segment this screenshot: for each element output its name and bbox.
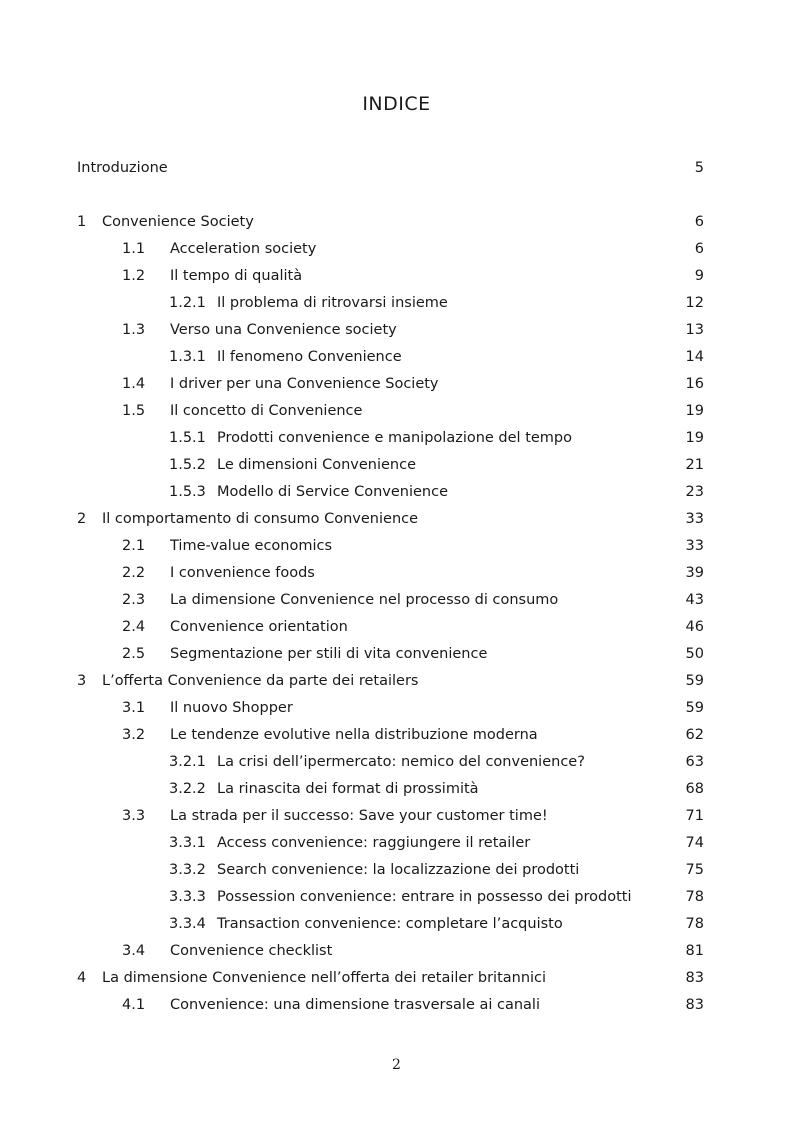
- toc-entry: [0, 671, 793, 691]
- toc-entry-label: Segmentazione per stili di vita convenience: [170, 646, 488, 662]
- toc-entry-page: 33: [685, 538, 704, 554]
- toc-entry-number: 1: [77, 214, 87, 230]
- toc-entry-page: 6: [694, 214, 704, 230]
- toc-entry: [0, 212, 793, 232]
- toc-entry-number: 1.2: [122, 268, 146, 284]
- toc-entry-label: La rinascita dei format di prossimità: [217, 781, 479, 797]
- toc-entry: [0, 644, 793, 664]
- toc-entry: [0, 266, 793, 286]
- toc-entry-page: 16: [685, 376, 704, 392]
- toc-entry: [0, 428, 793, 448]
- toc-entry-label: Il problema di ritrovarsi insieme: [217, 295, 448, 311]
- page-number: 2: [392, 1057, 401, 1073]
- toc-entry-page: 81: [685, 943, 704, 959]
- toc-entry-page: 63: [685, 754, 704, 770]
- toc-entry-number: 3.3.4: [169, 916, 206, 932]
- toc-entry-label: La crisi dell’ipermercato: nemico del convenience?: [217, 754, 585, 770]
- toc-entry-page: 78: [685, 916, 704, 932]
- toc-entry-number: 3.3: [122, 808, 146, 824]
- toc-entry-number: 1.3.1: [169, 349, 206, 365]
- toc-entry-page: 21: [685, 457, 704, 473]
- toc-entry: [0, 995, 793, 1015]
- toc-entry-number: 1.5.2: [169, 457, 206, 473]
- toc-entry-page: 78: [685, 889, 704, 905]
- toc-entry-page: 12: [685, 295, 704, 311]
- toc-entry-label: Transaction convenience: completare l’acquisto: [217, 916, 563, 932]
- toc-entry: [0, 158, 793, 178]
- toc-entry: [0, 482, 793, 502]
- toc-entry: [0, 725, 793, 745]
- toc-entry-number: 3.3.1: [169, 835, 206, 851]
- toc-entry-number: 3: [77, 673, 87, 689]
- toc-entry-label: Il nuovo Shopper: [170, 700, 293, 716]
- toc-entry-label: I convenience foods: [170, 565, 315, 581]
- toc-entry: [0, 536, 793, 556]
- toc-entry-page: 68: [685, 781, 704, 797]
- toc-entry: [0, 239, 793, 259]
- page-title: INDICE: [362, 93, 431, 115]
- toc-entry-number: 2.2: [122, 565, 146, 581]
- toc-entry-label: L’offerta Convenience da parte dei retailers: [102, 673, 419, 689]
- toc-entry: [0, 347, 793, 367]
- toc-entry-page: 39: [685, 565, 704, 581]
- toc-entry-label: Prodotti convenience e manipolazione del tempo: [217, 430, 573, 446]
- toc-entry-number: 1.3: [122, 322, 146, 338]
- toc-entry-page: 83: [685, 970, 704, 986]
- toc-entry-number: 3.4: [122, 943, 146, 959]
- toc-entry-number: 3.1: [122, 700, 146, 716]
- toc-entry-label: Introduzione: [77, 160, 168, 176]
- toc-entry-page: 14: [685, 349, 704, 365]
- toc-entry-label: Verso una Convenience society: [170, 322, 397, 338]
- toc-entry-number: 1.5: [122, 403, 146, 419]
- toc-entry-label: Il comportamento di consumo Convenience: [102, 511, 419, 527]
- toc-entry-label: Access convenience: raggiungere il retailer: [217, 835, 531, 851]
- toc-entry-label: Time-value economics: [170, 538, 333, 554]
- toc-entry: [0, 293, 793, 313]
- toc-entry-page: 71: [685, 808, 704, 824]
- toc-entry-label: Il concetto di Convenience: [170, 403, 363, 419]
- toc-entry-page: 59: [685, 673, 704, 689]
- toc-entry-label: Acceleration society: [170, 241, 317, 257]
- toc-entry-number: 2.3: [122, 592, 146, 608]
- toc-entry: [0, 698, 793, 718]
- toc-entry-label: Search convenience: la localizzazione dei prodotti: [217, 862, 580, 878]
- toc-entry-page: 75: [685, 862, 704, 878]
- toc-entry-number: 4: [77, 970, 87, 986]
- toc-entry-page: 5: [694, 160, 704, 176]
- toc-entry: [0, 590, 793, 610]
- toc-entry: [0, 914, 793, 934]
- toc-entry-label: Convenience: una dimensione trasversale ai canali: [170, 997, 540, 1013]
- toc-entry: [0, 887, 793, 907]
- toc-entry: [0, 941, 793, 961]
- toc-entry-number: 4.1: [122, 997, 146, 1013]
- toc-entry-number: 3.2: [122, 727, 146, 743]
- toc-entry-label: Convenience orientation: [170, 619, 348, 635]
- toc-entry-number: 2.5: [122, 646, 146, 662]
- toc-entry: [0, 968, 793, 988]
- toc-entry-page: 50: [685, 646, 704, 662]
- toc-entry-page: 46: [685, 619, 704, 635]
- toc-entry-label: Possession convenience: entrare in possesso dei prodotti: [217, 889, 632, 905]
- toc-entry-page: 13: [685, 322, 704, 338]
- toc-entry: [0, 401, 793, 421]
- toc-entry: [0, 833, 793, 853]
- toc-entry-number: 3.3.3: [169, 889, 206, 905]
- toc-entry-label: Convenience checklist: [170, 943, 333, 959]
- toc-entry-page: 83: [685, 997, 704, 1013]
- toc-entry-number: 1.1: [122, 241, 146, 257]
- toc-entry-page: 19: [685, 403, 704, 419]
- toc-entry: [0, 779, 793, 799]
- toc-entry-page: 74: [685, 835, 704, 851]
- toc-entry: [0, 509, 793, 529]
- toc-entry-page: 59: [685, 700, 704, 716]
- toc-entry-label: Il fenomeno Convenience: [217, 349, 402, 365]
- toc-entry-number: 3.2.2: [169, 781, 206, 797]
- toc-entry-number: 3.3.2: [169, 862, 206, 878]
- toc-entry-number: 2.1: [122, 538, 146, 554]
- toc-entry-number: 2: [77, 511, 87, 527]
- toc-entry-label: Le dimensioni Convenience: [217, 457, 417, 473]
- toc-entry: [0, 455, 793, 475]
- toc-entry: [0, 563, 793, 583]
- toc-entry-label: Le tendenze evolutive nella distribuzione moderna: [170, 727, 538, 743]
- toc-entry-page: 6: [694, 241, 704, 257]
- toc-entry-number: 1.5.1: [169, 430, 206, 446]
- toc-entry-page: 43: [685, 592, 704, 608]
- toc-entry-page: 62: [685, 727, 704, 743]
- toc-entry-number: 1.2.1: [169, 295, 206, 311]
- toc-entry: [0, 320, 793, 340]
- toc-entry-number: 3.2.1: [169, 754, 206, 770]
- toc-entry-label: I driver per una Convenience Society: [170, 376, 439, 392]
- toc-entry-label: La dimensione Convenience nel processo di consumo: [170, 592, 559, 608]
- toc-entry-page: 23: [685, 484, 704, 500]
- toc-entry-number: 2.4: [122, 619, 146, 635]
- toc-entry-page: 9: [694, 268, 704, 284]
- toc-entry-label: La strada per il successo: Save your customer time!: [170, 808, 548, 824]
- toc-entry-page: 33: [685, 511, 704, 527]
- toc-entry-label: La dimensione Convenience nell’offerta dei retailer britannici: [102, 970, 547, 986]
- toc-entry-page: 19: [685, 430, 704, 446]
- toc-entry: [0, 374, 793, 394]
- toc-entry-label: Il tempo di qualità: [170, 268, 303, 284]
- toc-entry-number: 1.5.3: [169, 484, 206, 500]
- toc-entry-number: 1.4: [122, 376, 146, 392]
- toc-entry-label: Convenience Society: [102, 214, 254, 230]
- toc-entry: [0, 806, 793, 826]
- toc-entry: [0, 617, 793, 637]
- toc-entry: [0, 860, 793, 880]
- toc-entry: [0, 752, 793, 772]
- toc-entry-label: Modello di Service Convenience: [217, 484, 448, 500]
